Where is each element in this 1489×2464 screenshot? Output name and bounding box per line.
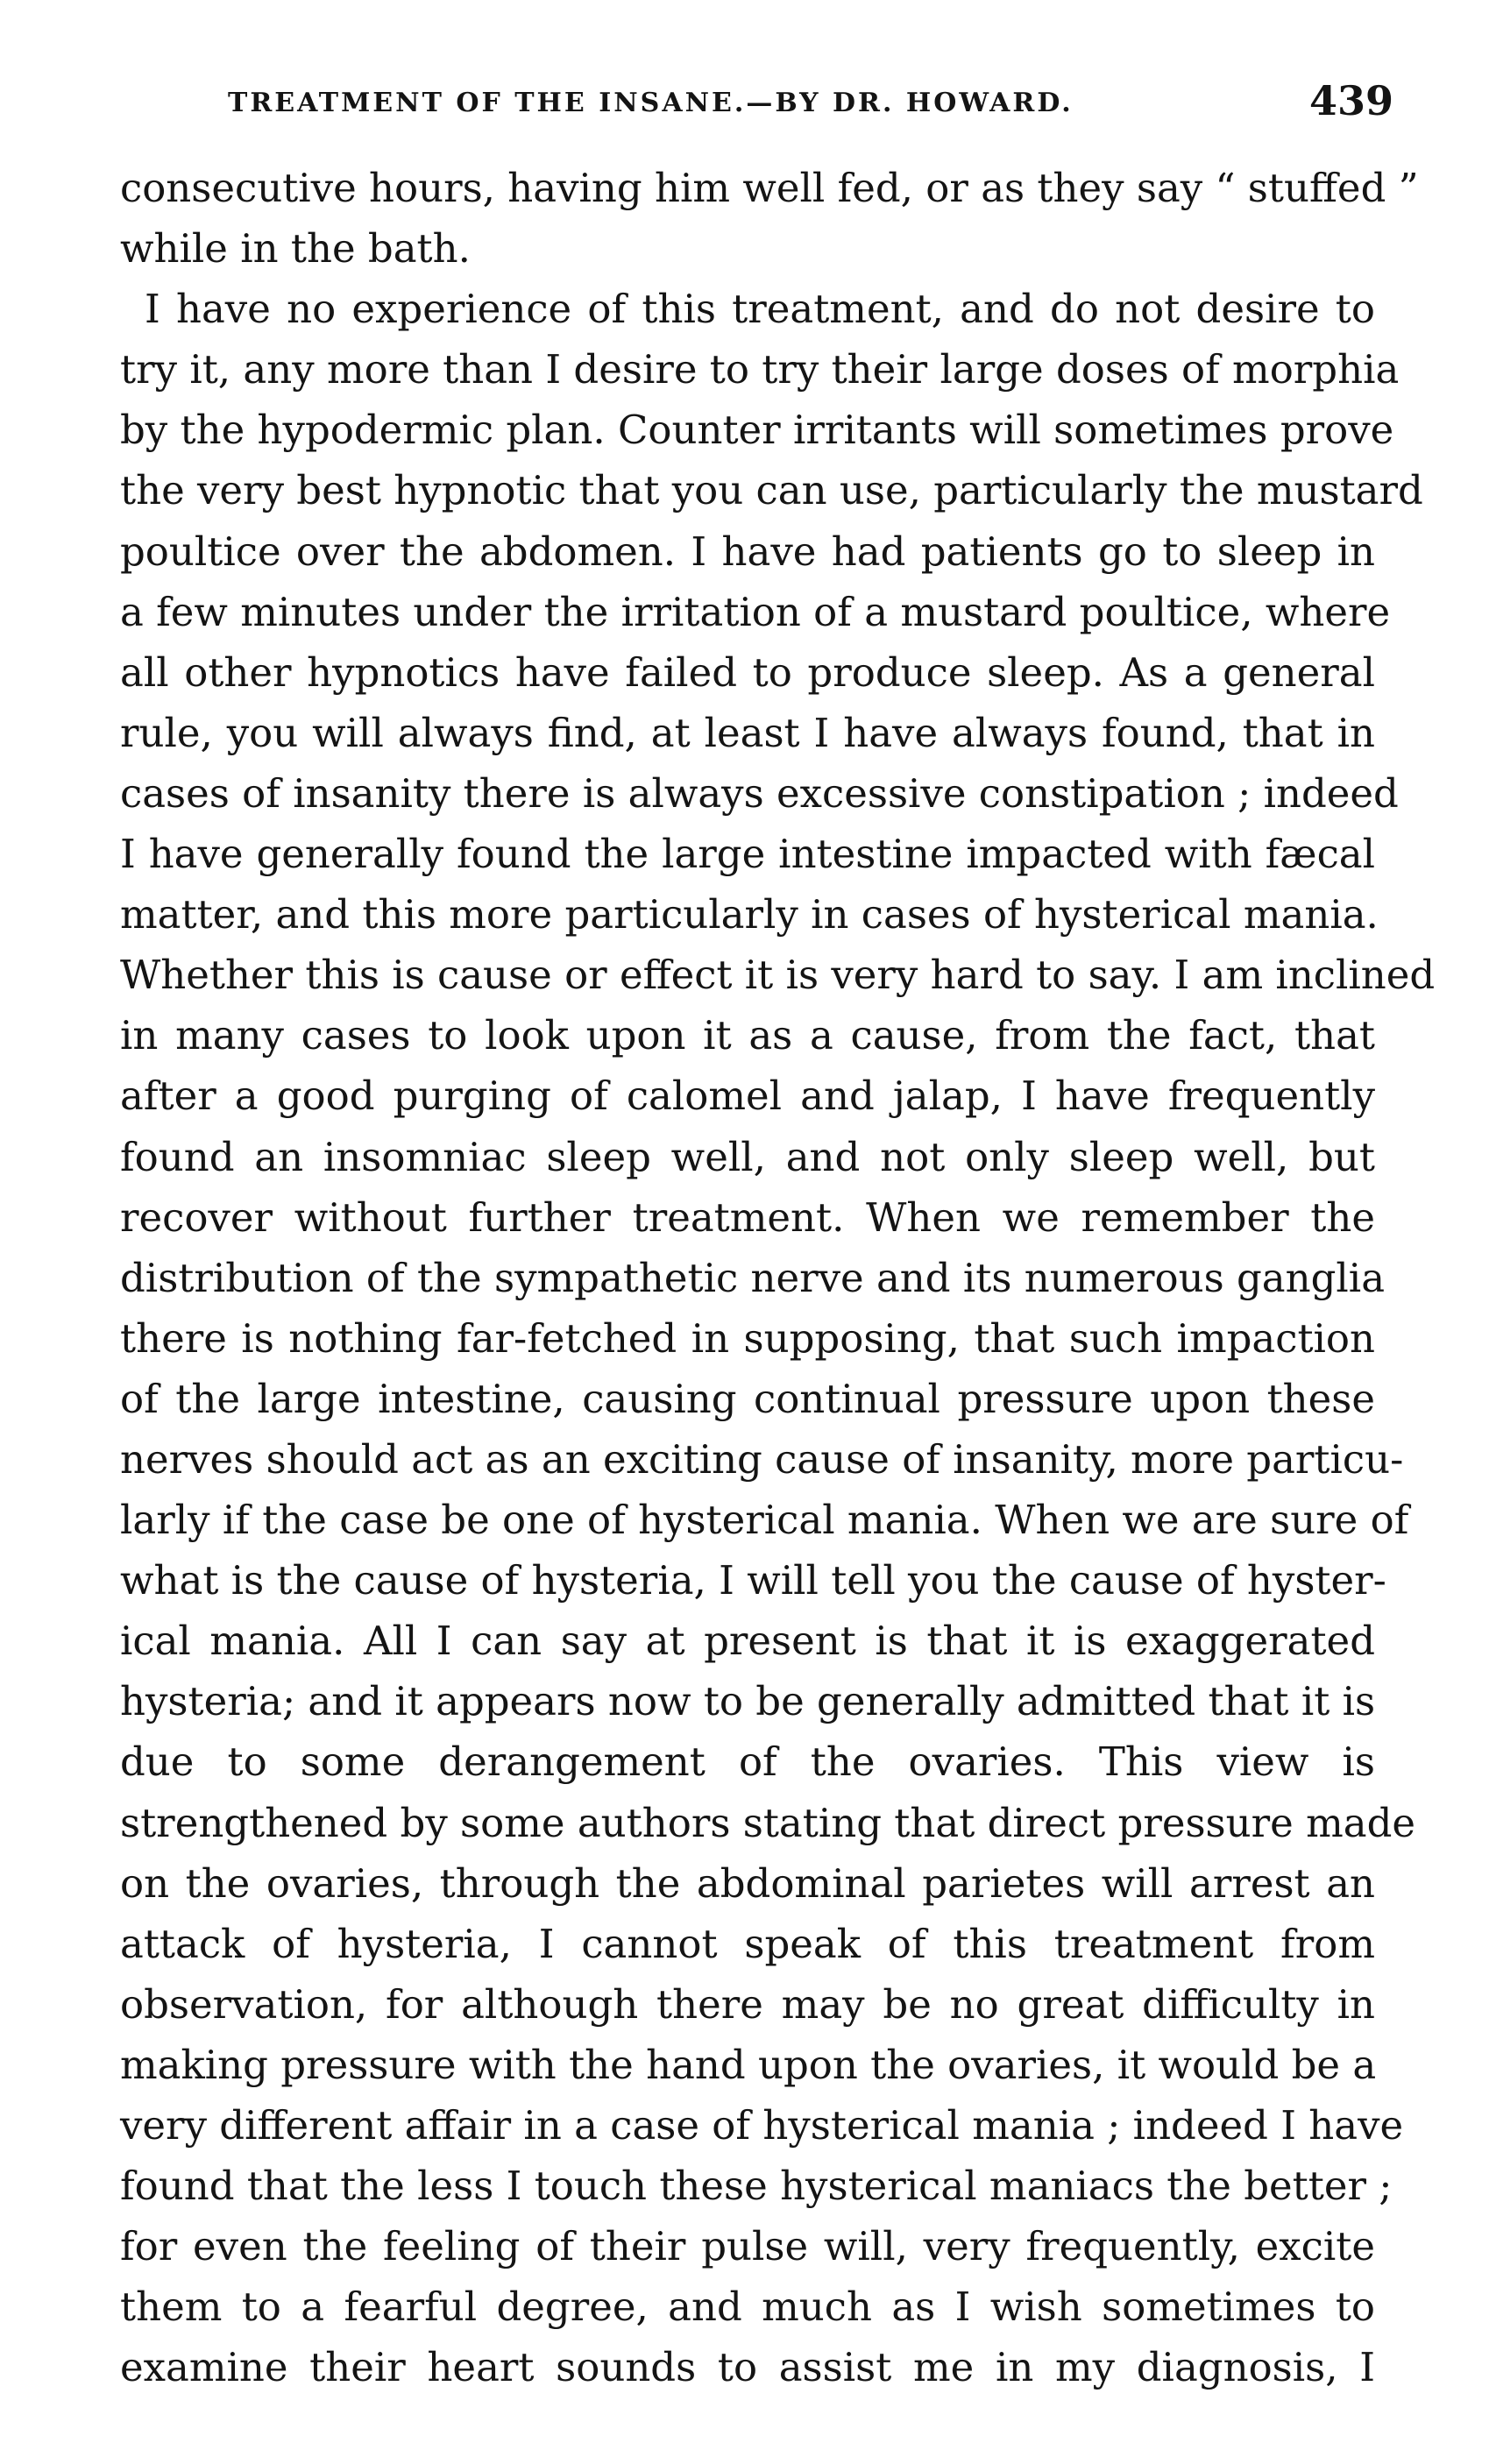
text-line: ical mania. All I can say at present is that it is exaggerated [120, 1618, 1375, 1665]
text-line: cases of insanity there is always excessive constipation ; indeed [120, 769, 1399, 817]
text-line: rule, you will always find, at least I have always found, that in [120, 709, 1375, 756]
text-line: for even the feeling of their pulse will, very frequently, excite [120, 2223, 1375, 2270]
text-line: strengthened by some authors stating that direct pressure made [120, 1799, 1416, 1846]
text-line: them to a fearful degree, and much as I wish sometimes to [120, 2283, 1375, 2331]
page-header [228, 77, 1393, 130]
text-line: a few minutes under the irritation of a mustard poultice, where [120, 588, 1391, 635]
text-line: nerves should act as an exciting cause of insanity, more particu- [120, 1435, 1404, 1483]
text-line: hysteria; and it appears now to be generally admitted that it is [120, 1678, 1376, 1725]
text-line: of the large intestine, causing continual pressure upon these [120, 1375, 1375, 1422]
body-text [120, 158, 1436, 2397]
text-line: on the ovaries, through the abdominal parietes will arrest an [120, 1859, 1375, 1907]
text-line: making pressure with the hand upon the ovaries, it would be a [120, 2041, 1377, 2088]
text-line: due to some derangement of the ovaries. This view is [120, 1738, 1375, 1786]
text-line: found an insomniac sleep well, and not only sleep well, but [120, 1133, 1375, 1180]
text-line: recover without further treatment. When we remember the [120, 1193, 1375, 1241]
text-line: poultice over the abdomen. I have had patients go to sleep in [120, 527, 1375, 575]
text-line: very different affair in a case of hysterical mania ; indeed I have [120, 2102, 1404, 2149]
text-line: in many cases to look upon it as a cause, from the fact, that [120, 1012, 1375, 1059]
text-line: found that the less I touch these hysterical maniacs the better ; [120, 2163, 1393, 2210]
text-line: Whether this is cause or effect it is very hard to say. I am inclined [120, 952, 1436, 999]
text-line: there is nothing far-fetched in supposing, that such impaction [120, 1314, 1375, 1362]
text-line: what is the cause of hysteria, I will tell you the cause of hyster- [120, 1557, 1386, 1604]
page-number: 439 [1308, 77, 1393, 124]
text-line: all other hypnotics have failed to produce sleep. As a general [120, 648, 1375, 696]
text-line: larly if the case be one of hysterical mania. When we are sure of [120, 1497, 1409, 1544]
text-line: I have generally found the large intestine impacted with fæcal [120, 831, 1375, 878]
text-line: by the hypodermic plan. Counter irritants will sometimes prove [120, 407, 1394, 454]
text-line: the very best hypnotic that you can use, particularly the mustard [120, 467, 1423, 514]
text-line: examine their heart sounds to assist me in my diagnosis, I [120, 2344, 1375, 2391]
text-line: matter, and this more particularly in cases of hysterical mania. [120, 891, 1379, 938]
text-line: while in the bath. [120, 225, 471, 273]
text-line: distribution of the sympathetic nerve and its numerous ganglia [120, 1254, 1386, 1301]
text-line: attack of hysteria, I cannot speak of this treatment from [120, 1920, 1375, 1967]
text-line: observation, for although there may be no great difficulty in [120, 1980, 1375, 2028]
text-line: try it, any more than I desire to try their large doses of morphia [120, 346, 1400, 393]
text-line: after a good purging of calomel and jalap, I have frequently [120, 1073, 1375, 1120]
text-line: consecutive hours, having him well fed, or as they say “ stuffed ” [120, 165, 1419, 211]
text-line: I have no experience of this treatment, and do not desire to [145, 286, 1375, 333]
running-head: TREATMENT OF THE INSANE.—BY DR. HOWARD. [228, 88, 1074, 118]
